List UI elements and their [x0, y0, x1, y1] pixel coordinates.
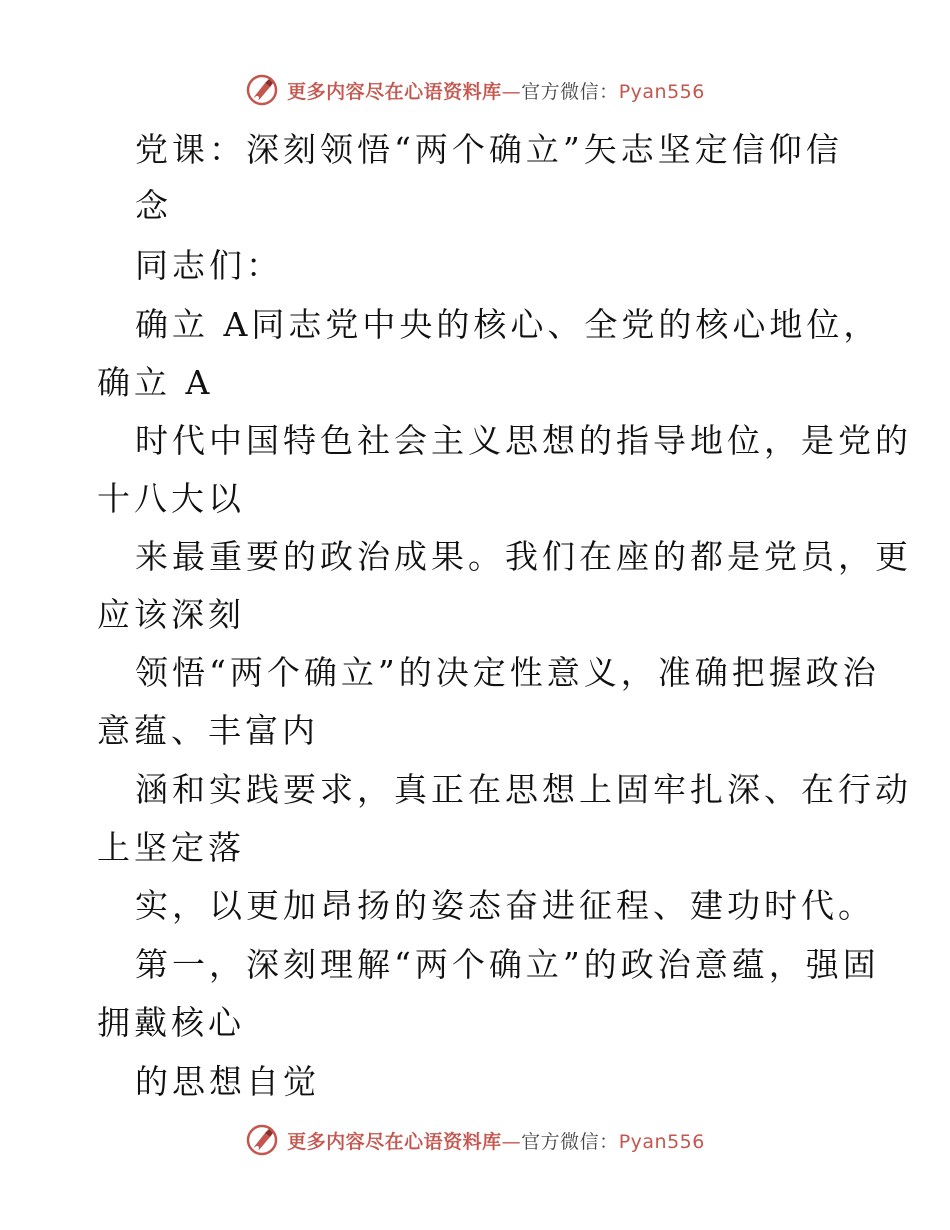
banner-wechat-id: Pyan556 [618, 1130, 705, 1153]
paragraph-line: 实，以更加昂扬的姿态奋进征程、建功时代。 [135, 886, 875, 925]
banner-wechat-id: Pyan556 [618, 80, 705, 103]
paragraph-line: 应该深刻 [97, 595, 245, 634]
paragraph-line: 意蕴、丰富内 [97, 711, 319, 750]
document-title-line-1: 党课：深刻领悟“两个确立”矢志坚定信仰信 [135, 130, 843, 169]
banner-wechat-label: 官方微信： [521, 80, 619, 103]
paragraph-line: 时代中国特色社会主义思想的指导地位，是党的 [135, 421, 912, 460]
section-heading-line: 的思想自觉 [135, 1062, 320, 1101]
section-heading-line: 拥戴核心 [97, 1003, 245, 1042]
banner-wechat-label: 官方微信： [521, 1130, 619, 1153]
section-heading-line: 第一，深刻理解“两个确立”的政治意蕴，强固 [135, 945, 880, 984]
banner-main-text: 更多内容尽在心语资料库 [287, 80, 502, 103]
paragraph-line: 十八大以 [97, 479, 245, 518]
paragraph-line: 上坚定落 [97, 828, 245, 867]
paragraph-line: 确立 A同志党中央的核心、全党的核心地位， [135, 305, 881, 344]
banner-dash: — [501, 1130, 522, 1153]
banner-main-text: 更多内容尽在心语资料库 [287, 1130, 502, 1153]
banner-dash: — [501, 80, 522, 103]
header-watermark-banner [0, 70, 950, 110]
paragraph-line: 领悟“两个确立”的决定性意义，准确把握政治 [135, 653, 880, 692]
pen-nib-logo-icon [245, 73, 279, 107]
document-title-line-2: 念 [135, 186, 172, 225]
salutation: 同志们： [135, 246, 283, 285]
paragraph-line: 来最重要的政治成果。我们在座的都是党员，更 [135, 537, 912, 576]
paragraph-line: 确立 A [97, 363, 214, 402]
pen-nib-logo-icon [245, 1123, 279, 1157]
paragraph-line: 涵和实践要求，真正在思想上固牢扎深、在行动 [135, 770, 912, 809]
footer-watermark-banner [0, 1120, 950, 1160]
